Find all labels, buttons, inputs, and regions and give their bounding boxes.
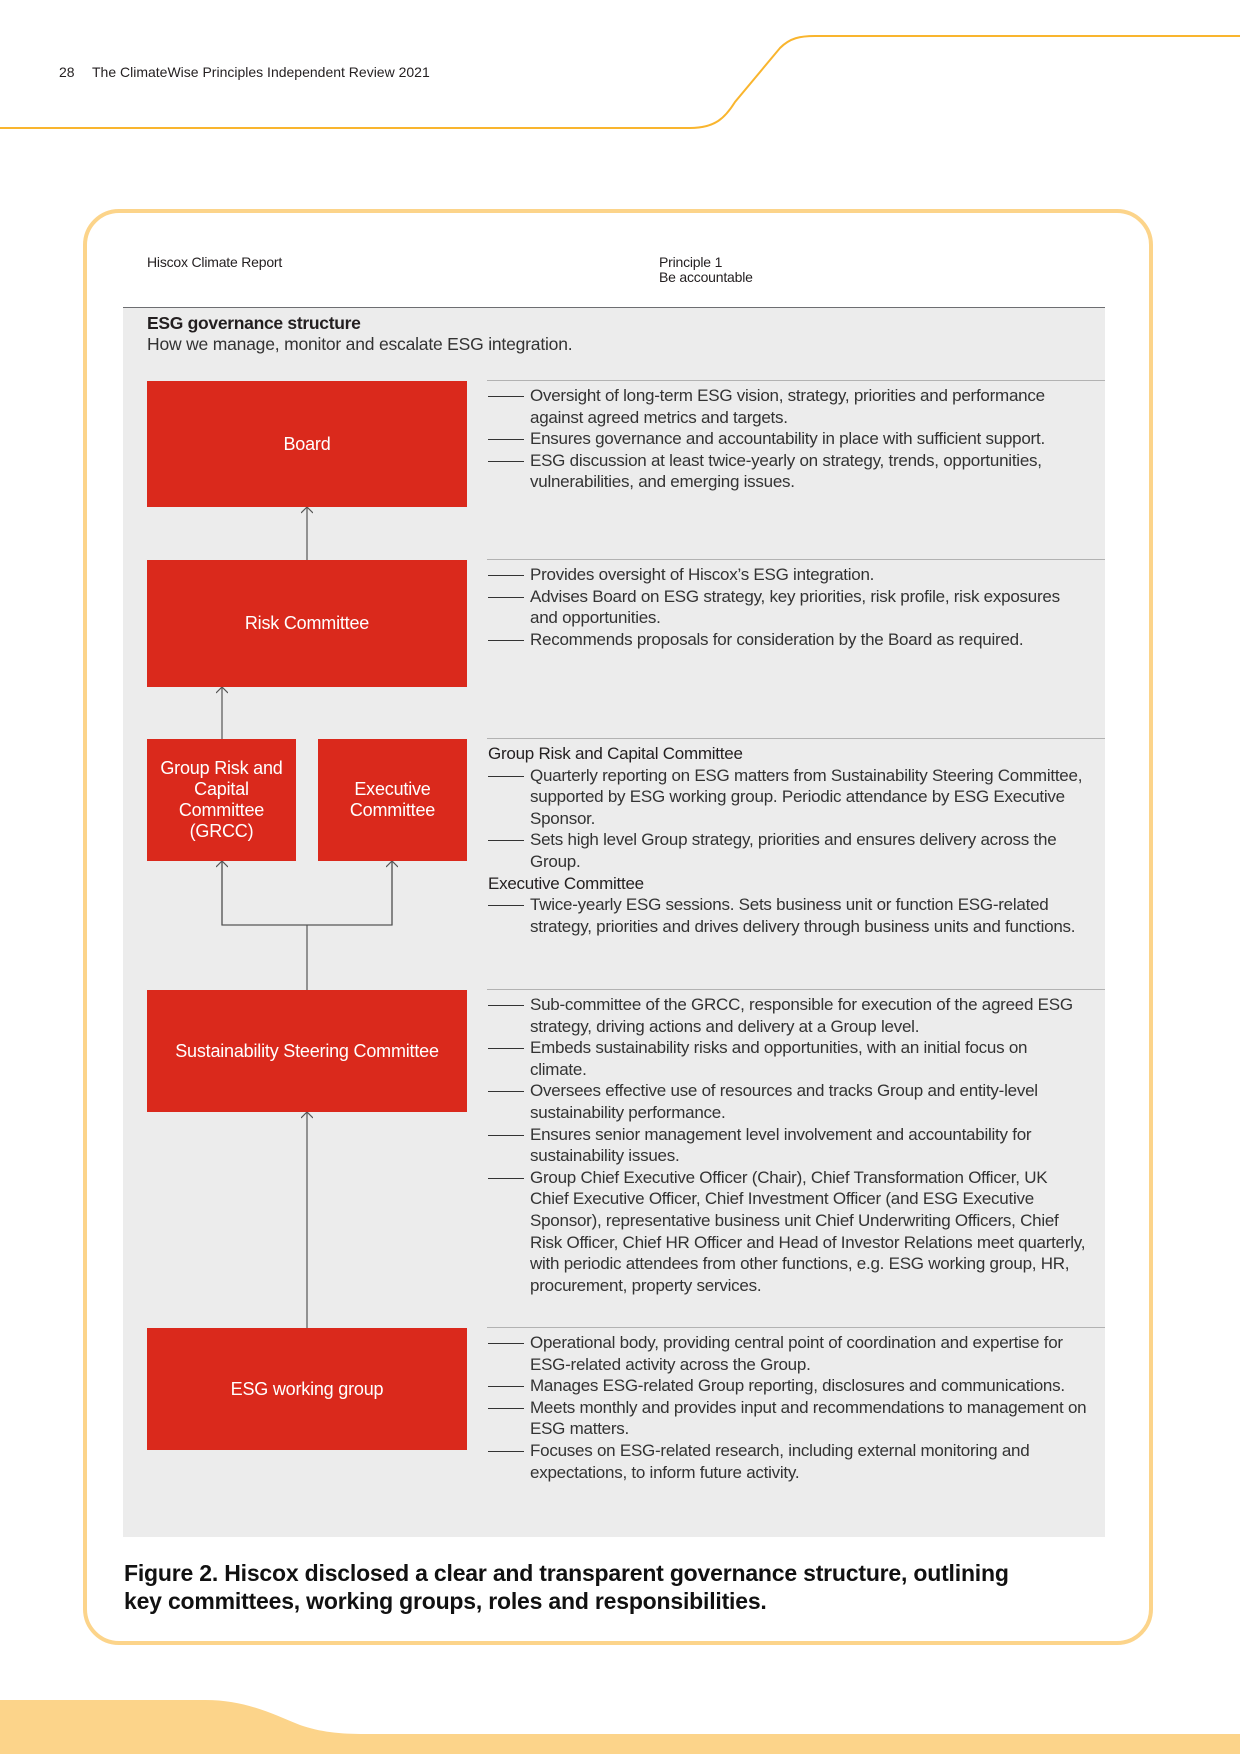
list-item: Provides oversight of Hiscox’s ESG integration. bbox=[488, 564, 1088, 586]
rule-ssc bbox=[487, 989, 1105, 990]
rule-grcc bbox=[487, 738, 1105, 739]
document-title: The ClimateWise Principles Independent Review 2021 bbox=[92, 64, 430, 80]
executive-committee-box: Executive Committee bbox=[318, 739, 467, 861]
list-item: Advises Board on ESG strategy, key priorities, risk profile, risk exposures and opportunities. bbox=[488, 586, 1088, 629]
rule-board bbox=[487, 380, 1105, 381]
list-item: Sets high level Group strategy, priorities and ensures delivery across the Group. bbox=[488, 829, 1088, 872]
list-item: Group Chief Executive Officer (Chair), Chief Transformation Officer, UK Chief Executive Officer, Chief Investment Officer (and ESG Executive Sponsor), representative business unit Chief Underwriting Officers, Chief Risk Officer, Chief HR Officer and Head of Investor Relations meet quarterly, with periodic attendees from other functions, e.g. ESG working group, HR, procurement, property services. bbox=[488, 1167, 1088, 1297]
committees-description bbox=[488, 743, 1088, 937]
figure-caption: Figure 2. Hiscox disclosed a clear and transparent governance structure, outlining key committees, working groups, roles and responsibilities. bbox=[124, 1560, 1009, 1614]
board-box: Board bbox=[147, 381, 467, 507]
rule-wg bbox=[487, 1327, 1105, 1328]
esg-working-group-description bbox=[488, 1332, 1088, 1483]
ssc-box: Sustainability Steering Committee bbox=[147, 990, 467, 1112]
list-item: Ensures governance and accountability in place with sufficient support. bbox=[488, 428, 1088, 450]
list-item: Embeds sustainability risks and opportunities, with an initial focus on climate. bbox=[488, 1037, 1088, 1080]
ssc-description bbox=[488, 994, 1088, 1296]
list-item: Recommends proposals for consideration by the Board as required. bbox=[488, 629, 1088, 651]
list-item: Operational body, providing central point of coordination and expertise for ESG-related activity across the Group. bbox=[488, 1332, 1088, 1375]
executive-heading: Executive Committee bbox=[488, 873, 644, 893]
esg-working-group-box: ESG working group bbox=[147, 1328, 467, 1450]
list-item: Oversight of long-term ESG vision, strategy, priorities and performance against agreed metrics and targets. bbox=[488, 385, 1088, 428]
list-item: Oversees effective use of resources and tracks Group and entity-level sustainability performance. bbox=[488, 1080, 1088, 1123]
list-item: Ensures senior management level involvement and accountability for sustainability issues. bbox=[488, 1124, 1088, 1167]
grcc-heading: Group Risk and Capital Committee bbox=[488, 744, 743, 763]
list-item: ESG discussion at least twice-yearly on strategy, trends, opportunities, vulnerabilities, and emerging issues. bbox=[488, 450, 1088, 493]
page-number: 28 bbox=[59, 64, 75, 80]
grcc-box: Group Risk and Capital Committee (GRCC) bbox=[147, 739, 296, 861]
diagram-subtitle: How we manage, monitor and escalate ESG integration. bbox=[147, 334, 573, 354]
diagram-title: ESG governance structure bbox=[147, 313, 361, 333]
rule-risk bbox=[487, 559, 1105, 560]
junction-line bbox=[222, 860, 392, 925]
report-name: Hiscox Climate Report bbox=[147, 254, 283, 270]
list-item: Sub-committee of the GRCC, responsible for execution of the agreed ESG strategy, driving actions and delivery at a Group level. bbox=[488, 994, 1088, 1037]
principle-name: Be accountable bbox=[659, 269, 753, 285]
list-item: Manages ESG-related Group reporting, disclosures and communications. bbox=[488, 1375, 1088, 1397]
list-item: Quarterly reporting on ESG matters from Sustainability Steering Committee, supported by ESG working group. Periodic attendance by ESG Executive Sponsor. bbox=[488, 765, 1088, 830]
principle-number: Principle 1 bbox=[659, 254, 723, 270]
board-description bbox=[488, 385, 1088, 493]
list-item: Meets monthly and provides input and recommendations to management on ESG matters. bbox=[488, 1397, 1088, 1440]
list-item: Focuses on ESG-related research, including external monitoring and expectations, to inform future activity. bbox=[488, 1440, 1088, 1483]
risk-committee-box: Risk Committee bbox=[147, 560, 467, 687]
list-item: Twice-yearly ESG sessions. Sets business unit or function ESG-related strategy, priorities and drives delivery through business units and functions. bbox=[488, 894, 1088, 937]
risk-committee-description bbox=[488, 564, 1088, 650]
